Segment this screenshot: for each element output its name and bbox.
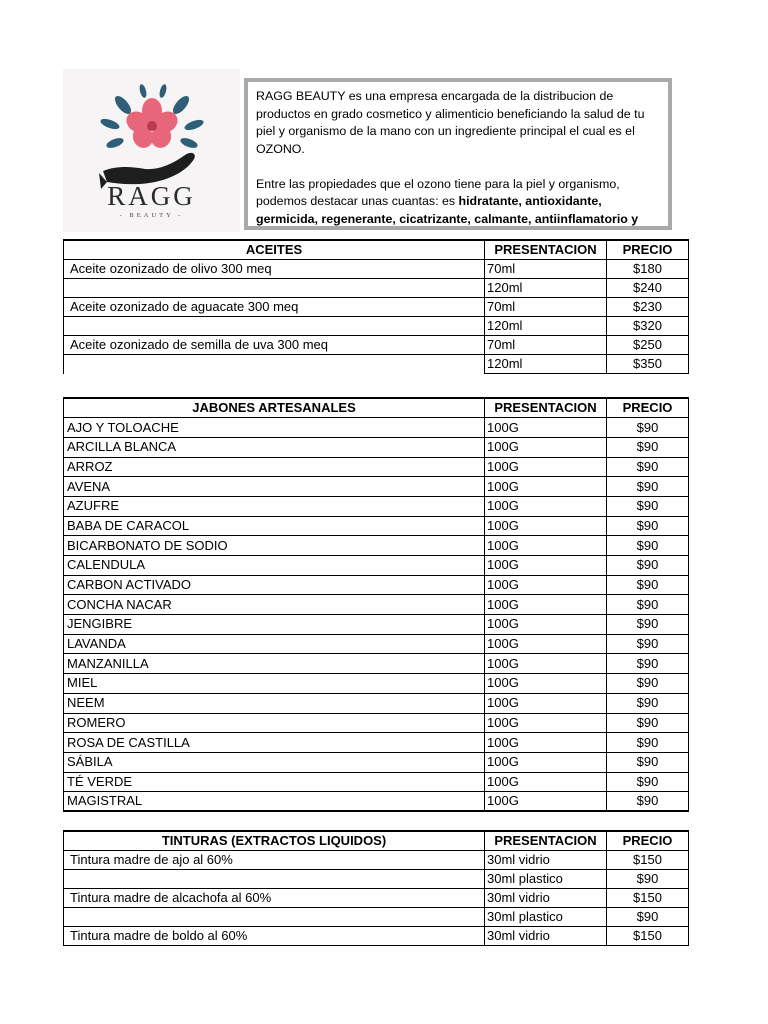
product-price: $90 [607,654,689,674]
product-presentacion: 100G [485,674,607,694]
product-name: LAVANDA [64,634,485,654]
product-presentacion: 120ml [485,279,607,298]
product-name: Tintura madre de alcachofa al 60% [64,889,485,908]
jabones-table [63,397,689,812]
table-row [64,693,689,713]
product-price: $90 [607,908,689,927]
product-price: $90 [607,674,689,694]
table-row [64,457,689,477]
product-price: $350 [607,355,689,374]
table-row [64,317,689,336]
table-row [64,772,689,792]
jabones-header-name: JABONES ARTESANALES [64,398,485,418]
table-row [64,298,689,317]
table-row [64,575,689,595]
product-name: ROSA DE CASTILLA [64,733,485,753]
table-row [64,615,689,635]
product-price: $90 [607,733,689,753]
product-presentacion: 70ml [485,298,607,317]
product-name: Aceite ozonizado de semilla de uva 300 meq [64,336,485,355]
product-price: $90 [607,477,689,497]
product-price: $90 [607,575,689,595]
table-row [64,752,689,772]
product-price: $90 [607,595,689,615]
intro-paragraph-2 [256,176,660,229]
table-row [64,536,689,556]
intro-box [244,78,672,230]
product-presentacion: 30ml vidrio [485,927,607,946]
product-name: Aceite ozonizado de olivo 300 meq [64,260,485,279]
product-price: $150 [607,889,689,908]
brand-logo [63,69,240,232]
product-price: $90 [607,752,689,772]
product-presentacion: 100G [485,418,607,438]
product-price: $230 [607,298,689,317]
product-presentacion: 100G [485,457,607,477]
product-presentacion: 120ml [485,355,607,374]
product-presentacion: 100G [485,556,607,576]
product-presentacion: 70ml [485,260,607,279]
product-name: AJO Y TOLOACHE [64,418,485,438]
product-presentacion: 30ml plastico [485,870,607,889]
product-name [64,908,485,927]
product-presentacion: 100G [485,693,607,713]
table-row [64,654,689,674]
product-name: BICARBONATO DE SODIO [64,536,485,556]
table-row [64,437,689,457]
jabones-header-precio: PRECIO [607,398,689,418]
table-row [64,889,689,908]
product-presentacion: 100G [485,437,607,457]
product-presentacion: 100G [485,792,607,812]
product-name: MAGISTRAL [64,792,485,812]
product-name: ARROZ [64,457,485,477]
product-name: CONCHA NACAR [64,595,485,615]
table-row [64,516,689,536]
product-presentacion: 100G [485,733,607,753]
table-row [64,260,689,279]
jabones-header-presentacion: PRESENTACION [485,398,607,418]
table-row [64,634,689,654]
product-price: $90 [607,615,689,635]
product-name: AZUFRE [64,496,485,516]
tinturas-header-precio: PRECIO [607,831,689,851]
table-row [64,851,689,870]
table-row [64,595,689,615]
product-presentacion: 100G [485,654,607,674]
product-presentacion: 100G [485,595,607,615]
product-presentacion: 100G [485,496,607,516]
brand-name: RAGG [107,181,196,211]
product-name: AVENA [64,477,485,497]
brand-subtitle: - BEAUTY - [119,212,184,219]
product-name: TÉ VERDE [64,772,485,792]
product-price: $180 [607,260,689,279]
product-price: $250 [607,336,689,355]
product-presentacion: 100G [485,713,607,733]
table-row [64,927,689,946]
aceites-header-name: ACEITES [64,240,485,260]
table-row [64,870,689,889]
product-presentacion: 100G [485,615,607,635]
product-name: ARCILLA BLANCA [64,437,485,457]
product-price: $90 [607,496,689,516]
product-price: $90 [607,772,689,792]
product-name: NEEM [64,693,485,713]
product-price: $90 [607,634,689,654]
product-presentacion: 100G [485,516,607,536]
product-name: Tintura madre de boldo al 60% [64,927,485,946]
product-name: SÁBILA [64,752,485,772]
product-price: $90 [607,870,689,889]
product-presentacion: 30ml vidrio [485,889,607,908]
table-row [64,733,689,753]
product-name [64,870,485,889]
table-row [64,279,689,298]
product-name: CARBON ACTIVADO [64,575,485,595]
table-row [64,908,689,927]
aceites-table [63,239,689,374]
product-name: ROMERO [64,713,485,733]
product-presentacion: 120ml [485,317,607,336]
product-name [64,279,485,298]
intro-properties-bold: hidratante, antioxidante, germicida, regenerante, cicatrizante, calmante, antiinflamatorio y [256,194,639,226]
product-price: $150 [607,851,689,870]
product-price: $90 [607,516,689,536]
product-presentacion: 70ml [485,336,607,355]
tinturas-table [63,830,689,946]
product-presentacion: 30ml vidrio [485,851,607,870]
table-row [64,355,689,374]
product-name: BABA DE CARACOL [64,516,485,536]
product-presentacion: 100G [485,634,607,654]
product-presentacion: 100G [485,575,607,595]
product-presentacion: 100G [485,752,607,772]
product-name: CALENDULA [64,556,485,576]
intro-paragraph-2-text: Entre las propiedades que el ozono tiene para la piel y organismo, podemos destacar unas cuantas: es [256,176,620,208]
product-name: MIEL [64,674,485,694]
tinturas-header-presentacion: PRESENTACION [485,831,607,851]
table-row [64,674,689,694]
product-price: $90 [607,693,689,713]
product-price: $90 [607,713,689,733]
table-row [64,556,689,576]
product-name [64,355,485,374]
table-row [64,336,689,355]
aceites-header-presentacion: PRESENTACION [485,240,607,260]
table-row [64,477,689,497]
product-price: $90 [607,437,689,457]
product-presentacion: 30ml plastico [485,908,607,927]
product-price: $90 [607,418,689,438]
product-presentacion: 100G [485,536,607,556]
product-price: $90 [607,536,689,556]
product-name [64,317,485,336]
product-presentacion: 100G [485,772,607,792]
aceites-header-precio: PRECIO [607,240,689,260]
product-price: $150 [607,927,689,946]
product-name: Tintura madre de ajo al 60% [64,851,485,870]
product-name: JENGIBRE [64,615,485,635]
table-row [64,792,689,812]
product-price: $240 [607,279,689,298]
product-price: $320 [607,317,689,336]
table-row [64,713,689,733]
product-price: $90 [607,556,689,576]
product-presentacion: 100G [485,477,607,497]
table-row [64,418,689,438]
product-name: Aceite ozonizado de aguacate 300 meq [64,298,485,317]
product-name: MANZANILLA [64,654,485,674]
intro-paragraph-1: RAGG BEAUTY es una empresa encargada de la distribucion de productos en grado cosmetico y alimenticio beneficiando la salud de tu piel y organismo de la mano con un ingrediente principal el cual es el OZONO. [256,89,645,156]
product-price: $90 [607,792,689,812]
table-row [64,496,689,516]
product-price: $90 [607,457,689,477]
tinturas-header-name: TINTURAS (EXTRACTOS LIQUIDOS) [64,831,485,851]
